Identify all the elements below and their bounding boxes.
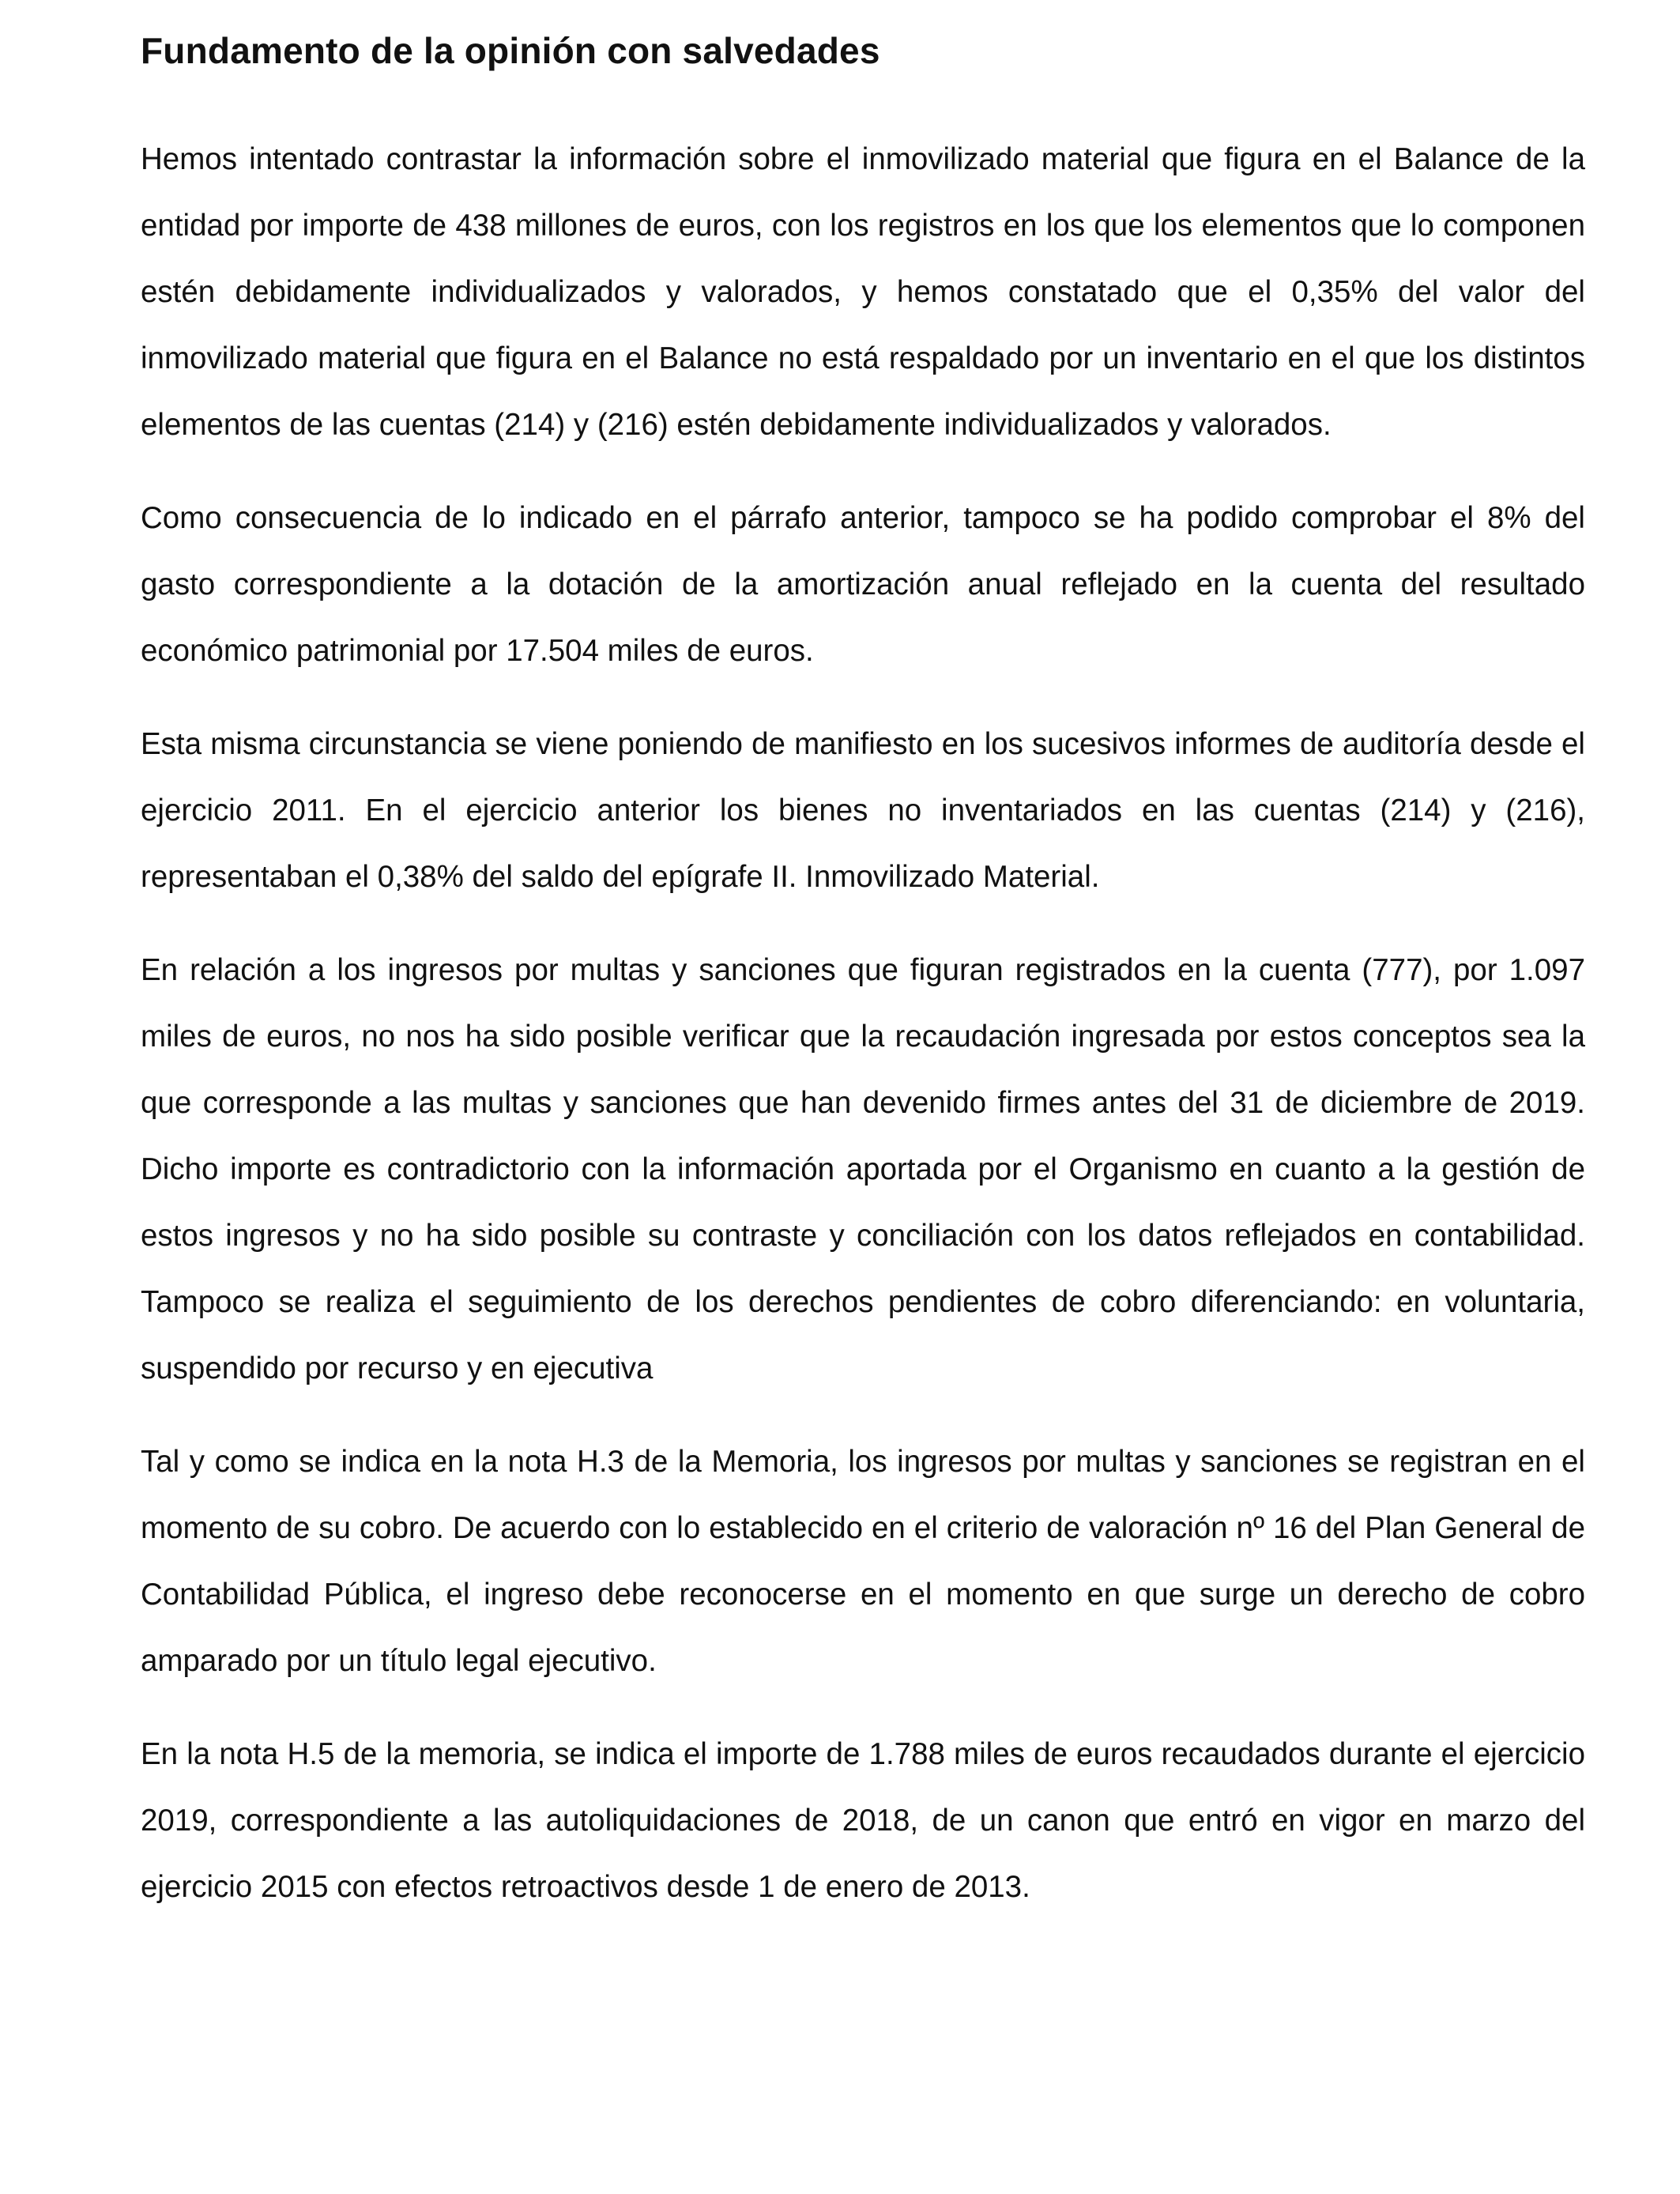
paragraph-nota-h3: Tal y como se indica en la nota H.3 de la Memoria, los ingresos por multas y sanciones se registran en el momento de su cobro. De acuerdo con lo establecido en el criterio de valoración nº 16 del Plan General de Contabilidad Pública, el ingreso debe reconocerse en el momento en que surge un derecho de cobro amparado por un título legal ejecutivo.	[141, 1445, 1585, 1678]
paragraph-multas-sanciones: En relación a los ingresos por multas y sanciones que figuran registrados en la cuenta (777), por 1.097 miles de euros, no nos ha sido posible verificar que la recaudación ingresada por estos conceptos sea la que corresponde a las multas y sanciones que han devenido firmes antes del 31 de diciembre de 2019. Dicho importe es contradictorio con la información aportada por el Organismo en cuanto a la gestión de estos ingresos y no ha sido posible su contraste y conciliación con los datos reflejados en contabilidad. Tampoco se realiza el seguimiento de los derechos pendientes de cobro diferenciando: en voluntaria, suspendido por recurso y en ejecutiva	[141, 953, 1585, 1385]
document-body	[141, 22, 1585, 1921]
section-heading: Fundamento de la opinión con salvedades	[141, 30, 880, 71]
paragraph-nota-h5: En la nota H.5 de la memoria, se indica el importe de 1.788 miles de euros recaudados durante el ejercicio 2019, correspondiente a las autoliquidaciones de 2018, de un canon que entró en vigor en marzo del ejercicio 2015 con efectos retroactivos desde 1 de enero de 2013.	[141, 1737, 1585, 1904]
paragraph-inmovilizado: Hemos intentado contrastar la información sobre el inmovilizado material que figura en el Balance de la entidad por importe de 438 millones de euros, con los registros en los que los elementos que lo componen estén debidamente individualizados y valorados, y hemos constatado que el 0,35% del valor del inmovilizado material que figura en el Balance no está respaldado por un inventario en el que los distintos elementos de las cuentas (214) y (216) estén debidamente individualizados y valorados.	[141, 142, 1585, 442]
paragraph-amortizacion: Como consecuencia de lo indicado en el párrafo anterior, tampoco se ha podido comprobar el 8% del gasto correspondiente a la dotación de la amortización anual reflejado en la cuenta del resultado económico patrimonial por 17.504 miles de euros.	[141, 501, 1585, 668]
paragraph-antecedentes: Esta misma circunstancia se viene poniendo de manifiesto en los sucesivos informes de auditoría desde el ejercicio 2011. En el ejercicio anterior los bienes no inventariados en las cuentas (214) y (216), representaban el 0,38% del saldo del epígrafe II. Inmovilizado Material.	[141, 727, 1585, 894]
